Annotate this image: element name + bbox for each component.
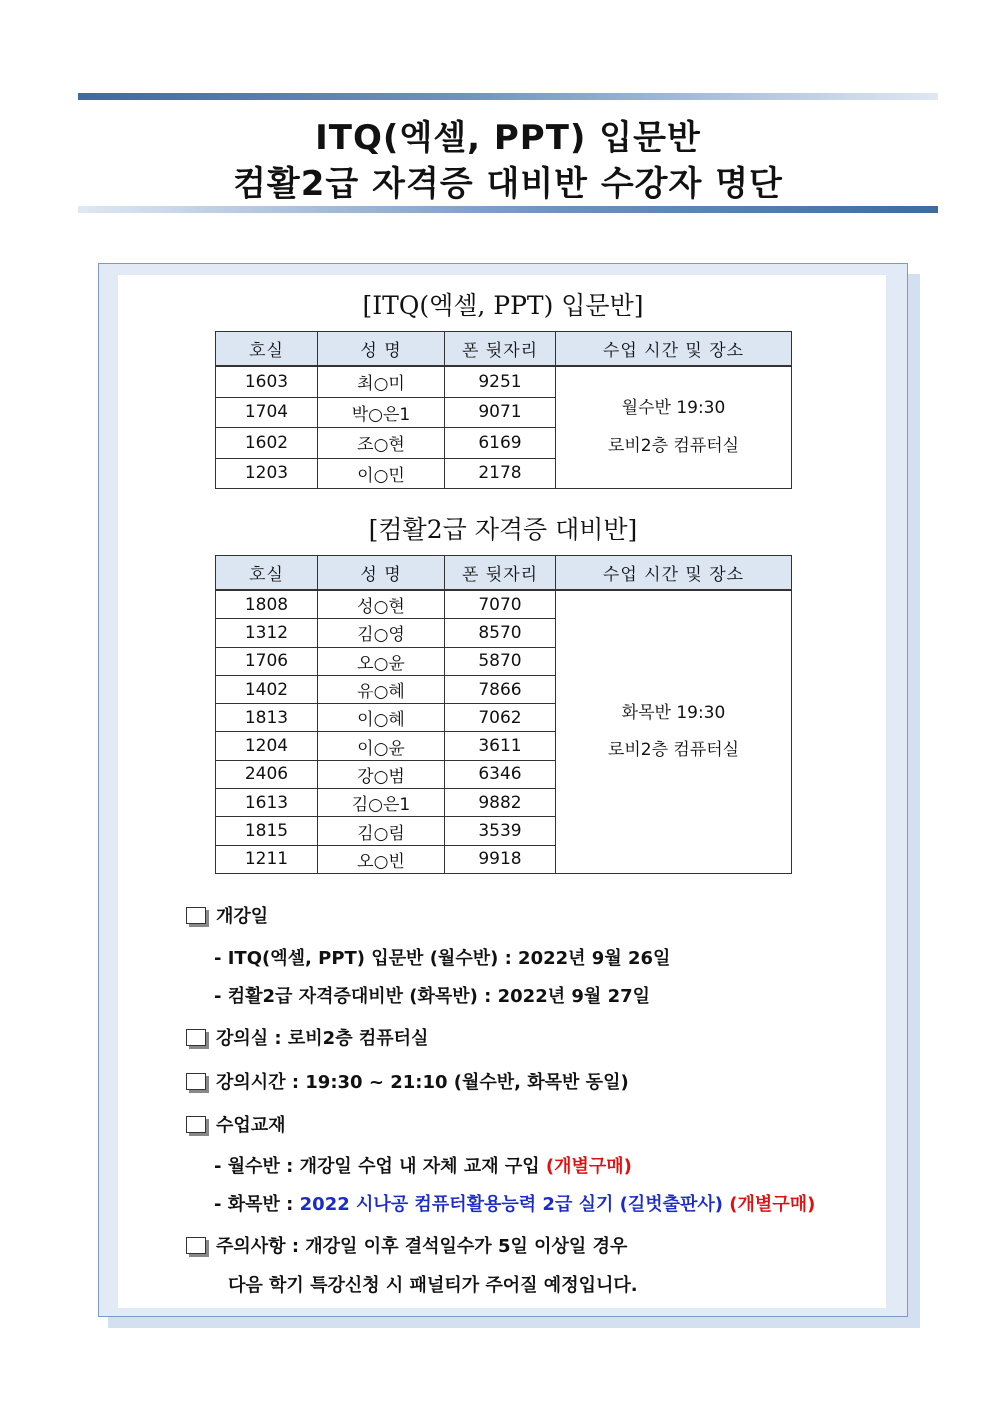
header-schedule: 수업 시간 및 장소 <box>556 332 792 367</box>
opening-comp-line: - 컴활2급 자격증대비반 (화목반) : 2022년 9월 27일 <box>214 986 651 1007</box>
schedule-cell <box>556 590 792 873</box>
phone-cell: 3611 <box>445 732 556 760</box>
section-title-itq: [ITQ(엑셀, PPT) 입문반] <box>362 291 644 320</box>
table-header-row <box>216 332 792 367</box>
schedule-place: 로비2층 컴퓨터실 <box>607 739 740 760</box>
page-title-line1: ITQ(엑셀, PPT) 입문반 <box>315 118 701 158</box>
header-phone: 폰 뒷자리 <box>445 332 556 367</box>
phone-cell: 6346 <box>445 760 556 788</box>
phone-cell: 7070 <box>445 590 556 619</box>
room-cell: 1402 <box>216 675 318 703</box>
room-cell: 1613 <box>216 789 318 817</box>
room-cell: 1211 <box>216 845 318 873</box>
bottom-decorative-bar <box>78 206 938 213</box>
schedule-time: 월수반 19:30 <box>621 398 726 419</box>
schedule-cell <box>556 366 792 489</box>
textbook-mw-purchase-note: (개별구매) <box>545 1156 632 1177</box>
name-cell: 조○현 <box>318 428 445 459</box>
room-cell: 1813 <box>216 704 318 732</box>
table-row <box>216 590 792 619</box>
room-cell: 1602 <box>216 428 318 459</box>
phone-cell: 8570 <box>445 619 556 647</box>
page-title-line2: 컴활2급 자격증 대비반 수강자 명단 <box>233 164 783 204</box>
room-cell: 1204 <box>216 732 318 760</box>
name-cell: 유○혜 <box>318 675 445 703</box>
name-cell: 김○은1 <box>318 789 445 817</box>
section-title-computer: [컴활2급 자격증 대비반] <box>368 515 638 544</box>
phone-cell: 6169 <box>445 428 556 459</box>
phone-cell: 2178 <box>445 458 556 489</box>
header-room: 호실 <box>216 332 318 367</box>
table-row <box>216 366 792 397</box>
checkbox-bullet-icon <box>186 1029 206 1046</box>
room-cell: 1808 <box>216 590 318 619</box>
note-textbook-label: 수업교재 <box>216 1115 286 1136</box>
phone-cell: 9918 <box>445 845 556 873</box>
itq-roster-table <box>215 331 792 489</box>
name-cell: 오○빈 <box>318 845 445 873</box>
name-cell: 김○림 <box>318 817 445 845</box>
computer-roster-table <box>215 555 792 874</box>
note-caution-line2: 다음 학기 특강신청 시 패널티가 주어질 예정입니다. <box>228 1275 638 1296</box>
name-cell: 성○현 <box>318 590 445 619</box>
note-room <box>186 1024 428 1050</box>
phone-cell: 7062 <box>445 704 556 732</box>
phone-cell: 5870 <box>445 647 556 675</box>
phone-cell: 3539 <box>445 817 556 845</box>
room-cell: 1815 <box>216 817 318 845</box>
header-phone: 폰 뒷자리 <box>445 556 556 591</box>
phone-cell: 9882 <box>445 789 556 817</box>
name-cell: 이○혜 <box>318 704 445 732</box>
room-cell: 1704 <box>216 397 318 428</box>
textbook-mw-line <box>214 1152 632 1178</box>
textbook-tt-text: - 화목반 : <box>214 1194 300 1215</box>
textbook-tt-line <box>214 1190 815 1216</box>
header-name: 성 명 <box>318 556 445 591</box>
table-header-row <box>216 556 792 591</box>
phone-cell: 9071 <box>445 397 556 428</box>
opening-itq-line: - ITQ(엑셀, PPT) 입문반 (월수반) : 2022년 9월 26일 <box>214 948 671 969</box>
name-cell: 강○범 <box>318 760 445 788</box>
note-caution <box>186 1232 627 1258</box>
note-opening <box>186 902 268 928</box>
room-cell: 1706 <box>216 647 318 675</box>
name-cell: 이○윤 <box>318 732 445 760</box>
schedule-time: 화목반 19:30 <box>621 702 726 723</box>
room-cell: 1603 <box>216 366 318 397</box>
checkbox-bullet-icon <box>186 1073 206 1090</box>
note-opening-label: 개강일 <box>216 906 269 927</box>
room-cell: 2406 <box>216 760 318 788</box>
checkbox-bullet-icon <box>186 1237 206 1254</box>
room-cell: 1203 <box>216 458 318 489</box>
note-caution-line1: 주의사항 : 개강일 이후 결석일수가 5일 이상일 경우 <box>216 1236 628 1257</box>
textbook-tt-purchase-note: (개별구매) <box>723 1194 816 1215</box>
header-name: 성 명 <box>318 332 445 367</box>
textbook-tt-book-title: 2022 시나공 컴퓨터활용능력 2급 실기 (길벗출판사) <box>299 1194 724 1215</box>
name-cell: 최○미 <box>318 366 445 397</box>
phone-cell: 9251 <box>445 366 556 397</box>
top-decorative-bar <box>78 93 938 100</box>
header-room: 호실 <box>216 556 318 591</box>
note-room-text: 강의실 : 로비2층 컴퓨터실 <box>216 1028 429 1049</box>
room-cell: 1312 <box>216 619 318 647</box>
phone-cell: 7866 <box>445 675 556 703</box>
name-cell: 박○은1 <box>318 397 445 428</box>
textbook-mw-text: - 월수반 : 개강일 수업 내 자체 교재 구입 <box>214 1156 546 1177</box>
header-schedule: 수업 시간 및 장소 <box>556 556 792 591</box>
checkbox-bullet-icon <box>186 1116 206 1133</box>
checkbox-bullet-icon <box>186 907 206 924</box>
name-cell: 이○민 <box>318 458 445 489</box>
name-cell: 김○영 <box>318 619 445 647</box>
note-time-text: 강의시간 : 19:30 ~ 21:10 (월수반, 화목반 동일) <box>216 1072 629 1093</box>
note-time <box>186 1068 629 1094</box>
schedule-place: 로비2층 컴퓨터실 <box>607 435 740 456</box>
name-cell: 오○윤 <box>318 647 445 675</box>
note-textbook <box>186 1111 286 1137</box>
